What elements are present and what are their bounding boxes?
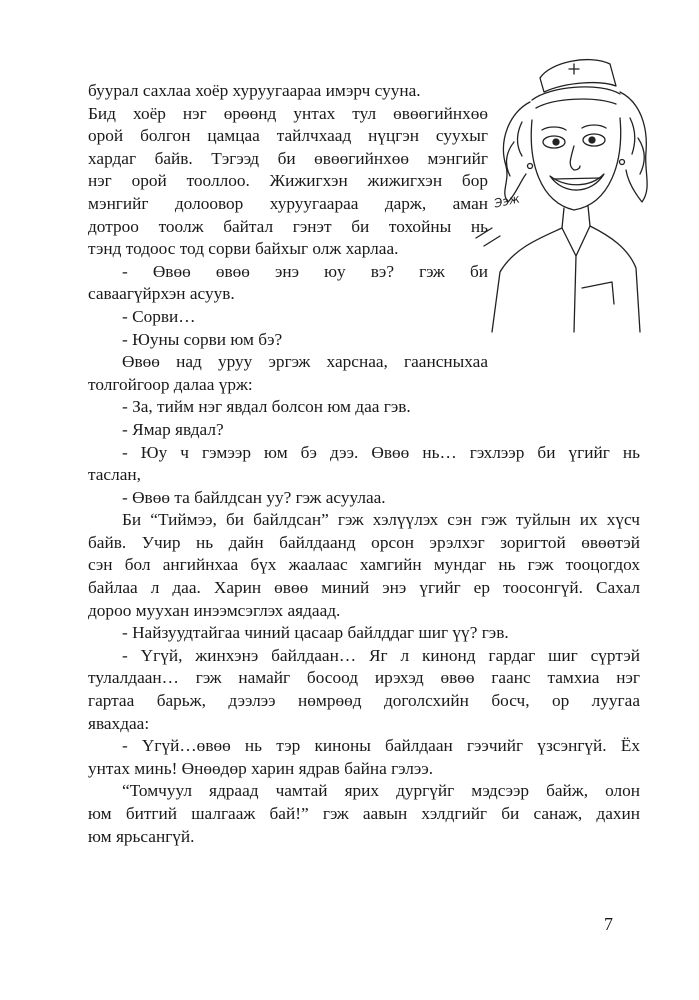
text-line: толгойгоор далаа үрж: <box>88 374 253 394</box>
text-line: Би “Тиймээ, би байлдсан” гэж хэлүүлэх сэн гэж туйлын их хүсч <box>122 510 640 530</box>
story-text <box>88 80 640 848</box>
text-line: юм битгий шалгааж бай!” гэж аавын хэлдгийг би санаж, дахин <box>88 804 640 823</box>
text-line: таслан, <box>88 465 141 485</box>
text-line: орой болгон цамцаа тайлчхаад нүцгэн суухыг <box>88 126 488 146</box>
text-line: - Найзуудтайгаа чиний цасаар байлддаг шиг үү? гэв. <box>122 623 509 643</box>
text-line: нэг орой тооллоо. Жижигхэн жижигхэн бор <box>88 171 488 191</box>
text-line: гартаа барьж, дээлээ нөмрөөд доголсхийн босч, ор луугаа <box>88 691 640 711</box>
text-line: - Юуны сорви юм бэ? <box>122 329 283 349</box>
text-line: тулалдаан… гэж намайг босоод ирэхэд өвөө гаанс тамхиа нэг <box>88 668 640 688</box>
text-line: - Юу ч гэмээр юм бэ дээ. Өвөө нь… гэхлээр би үгийг нь <box>122 442 640 462</box>
text-line: дороо муухан инээмсэглэх аядаад. <box>88 600 341 620</box>
text-line: явахдаа: <box>88 713 150 733</box>
text-line: тэнд тодоос тод сорви байхыг олж харлаа. <box>88 239 399 259</box>
text-line: дотроо тоолж байтал гэнэт би тохойны нь <box>88 216 488 236</box>
text-line: - Өвөө та байлдсан уу? гэж асуулаа. <box>122 487 386 507</box>
text-line: сэн бол ангийнхаа бүх жаалаас хамгийн мундаг нь гэж тооцогдох <box>88 555 640 575</box>
text-line: - Ямар явдал? <box>122 419 224 439</box>
text-line: - Үгүй, жинхэнэ байлдаан… Яг л кинонд гардаг шиг сүртэй <box>122 645 640 665</box>
text-line: байлаа л даа. Харин өвөө миний энэ үгийг ер тоосонгүй. Сахал <box>88 578 640 598</box>
text-line: - За, тийм нэг явдал болсон юм даа гэв. <box>122 397 411 417</box>
text-line: - Сорви… <box>122 306 196 326</box>
text-line: буурал сахлаа хоёр хуруугаараа имэрч сууна. <box>88 81 421 100</box>
text-line: “Томчуул ядраад чамтай ярих дургүйг мэдсээр байж, олон <box>122 781 640 801</box>
text-line: унтах минь! Өнөөдөр харин ядрав байна гэлээ. <box>88 758 434 778</box>
text-line: Бид хоёр нэг өрөөнд унтах тул өвөөгийнхөө <box>88 103 488 123</box>
text-line: саваагүйрхэн асуув. <box>88 284 235 304</box>
text-line: - Өвөө өвөө энэ юу вэ? гэж би <box>122 261 488 281</box>
text-line: юм ярьсангүй. <box>88 826 195 846</box>
text-line: - Үгүй…өвөө нь тэр киноны байлдаан гээчийг үзсэнгүй. Ёх <box>122 736 640 756</box>
text-line: байв. Учир нь дайн байлдаанд орсон эрэлхэг зоригтой өвөөтэй <box>88 532 640 552</box>
illustration-caption: Ээж <box>492 191 521 211</box>
text-line: хардаг байв. Тэгээд би өвөөгийнхөө мэнгийг <box>88 148 488 168</box>
text-line: Өвөө над уруу эргэж харснаа, гаансныхаа <box>122 352 488 372</box>
page-number: 7 <box>604 914 613 934</box>
text-line: мэнгийг долоовор хуруугаараа дарж, аман <box>88 193 488 213</box>
